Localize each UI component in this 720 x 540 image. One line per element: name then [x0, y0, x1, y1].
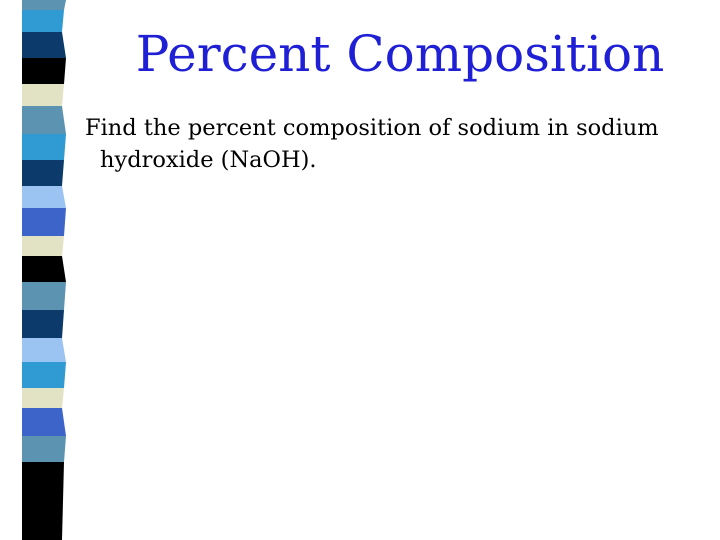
stripe — [22, 388, 64, 408]
stripe — [22, 282, 66, 310]
stripe — [22, 310, 64, 338]
slide-title: Percent Composition — [135, 25, 665, 83]
stripe-margin — [0, 0, 22, 540]
stripe — [22, 160, 64, 186]
slide-body — [85, 112, 717, 176]
stripe — [22, 134, 66, 160]
stripe — [22, 236, 64, 256]
stripe — [22, 362, 66, 388]
stripe — [22, 256, 66, 282]
body-line-1: Find the percent composition of sodium in sodium — [85, 115, 659, 141]
striped-side-band — [0, 0, 80, 540]
stripe — [22, 84, 64, 106]
stripe — [22, 436, 66, 462]
stripe — [22, 338, 66, 362]
stripe — [22, 208, 66, 236]
stripe — [22, 10, 64, 32]
stripe — [22, 408, 66, 436]
stripe — [22, 462, 64, 540]
stripe — [22, 0, 66, 10]
stripe — [22, 32, 66, 58]
body-line-2: hydroxide (NaOH). — [100, 147, 317, 173]
stripe — [22, 186, 66, 208]
stripe — [22, 106, 66, 134]
stripe — [22, 58, 66, 84]
